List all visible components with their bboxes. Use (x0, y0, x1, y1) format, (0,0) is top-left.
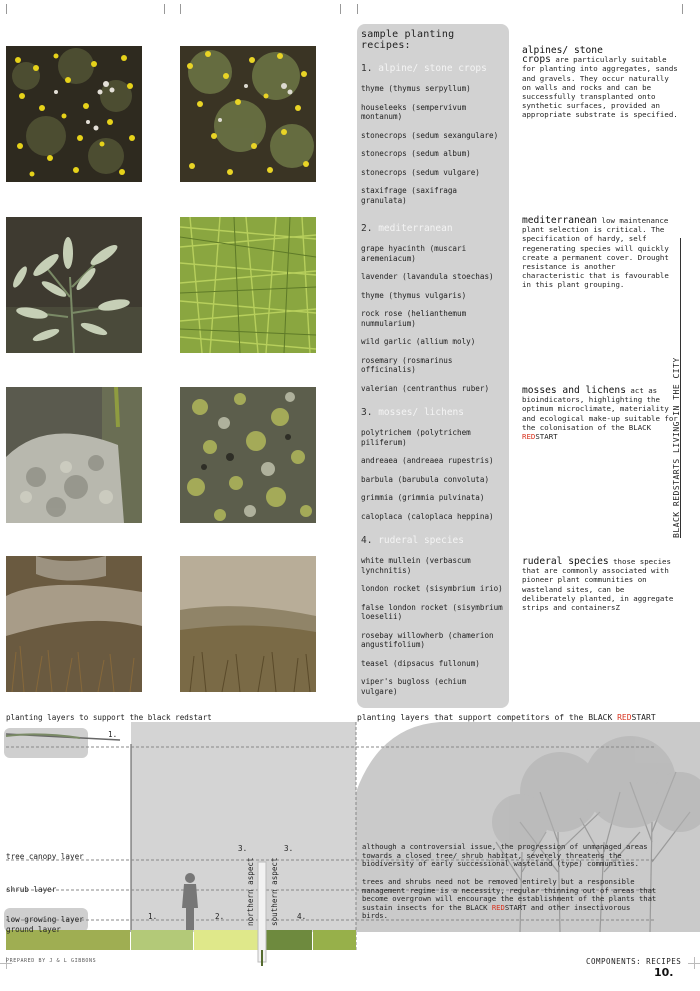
marker-2: 2. (215, 912, 225, 921)
aspect-northern: northern aspect (246, 857, 255, 926)
diagram-right-title (357, 713, 656, 722)
photo-mediterranean-2 (180, 217, 316, 353)
description-heading: alpines/ stone (522, 45, 603, 56)
diagram-right-title-b: START (631, 713, 656, 722)
plant-item: lavender (lavandula stoechas) (361, 272, 494, 281)
plant-item: houseleeks (sempervivum montanum) (361, 102, 467, 121)
description-mosses (522, 386, 682, 441)
plant-item: london rocket (sisymbrium irio) (361, 584, 503, 593)
plant-item: thyme (thymus serpyllum) (361, 84, 471, 93)
plant-item: wild garlic (allium moly) (361, 337, 476, 346)
plant-item: grape hyacinth (muscari aremeniacum) (361, 244, 467, 263)
plant-item: teasel (dipsacus fullonum) (361, 658, 480, 668)
plant-item: white mullein (verbascum lynchnitis) (361, 556, 471, 575)
plant-item: stonecrops (sedum album) (361, 149, 471, 158)
plant-item: barbula (barubula convoluta) (361, 474, 490, 484)
diagram-right-title-a: planting layers that support competitors of the BLACK (357, 713, 618, 722)
aspect-southern: southern aspect (270, 857, 279, 926)
marker-1-ground: 1. (148, 912, 158, 921)
description-heading: ruderal species (522, 556, 609, 567)
description-heading: mosses and lichens (522, 385, 626, 396)
photo-ruderal-1 (6, 556, 142, 692)
redstart-red: RED (491, 902, 505, 912)
photo-alpine-2 (180, 46, 316, 182)
recipe-category-ruderal (361, 535, 505, 696)
layer-tree-canopy: tree canopy layer (6, 852, 84, 861)
crop-tick (6, 4, 7, 14)
recipe-category-mediterranean (361, 223, 505, 393)
plant-item: polytrichem (polytrichem piliferum) (361, 428, 471, 447)
sidebar-title: BLACK REDSTARTS LIVING IN THE CITY (672, 357, 681, 538)
competitor-text-1: although a controversial issue, the progression of unmanaged areas towards a closed tree/ shrub habitat, severely threatens the biodiversity of early successional wasteland (type) communities. (362, 842, 648, 869)
category-number: 3. (361, 407, 373, 418)
redstart-red: RED (617, 713, 632, 722)
prepared-by: PREPARED BY J & L GIBBONS (6, 958, 97, 964)
recipes-panel (357, 24, 509, 708)
plant-item: valerian (centranthus ruber) (361, 383, 490, 393)
description-text: low maintenance plant selection is critical. The specification of hardy, self regenerating species will quickly create a permanent cover. Drought resistance is another characteristic that is favourable in this plant grouping. (522, 216, 669, 290)
crop-tick (164, 4, 165, 14)
description-text: are particularly suitable for planting into aggregates, sands and gravels. They occur naturally on walls and rocks and can be successfully transplanted onto synthetic surfaces, provided an appropriate substrate is specified. (522, 55, 678, 120)
description-alpine (522, 46, 682, 120)
description-mediterranean (522, 216, 682, 290)
category-number: 1. (361, 63, 373, 74)
category-name: alpine/ stone crops (378, 63, 487, 74)
plant-item: grimmia (grimmia pulvinata) (361, 493, 485, 502)
photo-mosses-1 (6, 387, 142, 523)
crop-tick (682, 4, 683, 14)
description-text-end: START (535, 432, 558, 442)
redstart-red: RED (522, 432, 536, 442)
description-text: act as bioindicators, highlighting the optimum microclimate, materiality and ecological make-up suitable for the colonisation of the BLACK (522, 386, 678, 432)
description-heading-cont: crops (522, 54, 551, 66)
marker-1-roof: 1. (108, 730, 118, 739)
description-ruderal (522, 557, 682, 612)
description-heading: mediterranean (522, 215, 598, 226)
competitor-text-2b: START and other insectivorous birds. (362, 902, 631, 921)
category-number: 2. (361, 223, 373, 234)
diagram-left-title: planting layers to support the black redstart (6, 713, 212, 722)
recipes-title: sample planting recipes: (361, 29, 455, 51)
plant-item: rosebay willowherb (chamerion angustifolium) (361, 630, 494, 649)
plant-item: rock rose (helianthemum nummularium) (361, 309, 467, 328)
plant-item: false london rocket (sisymbrium loeselii) (361, 602, 503, 621)
layer-ground: ground layer (6, 925, 61, 934)
plant-item: thyme (thymus vulgaris) (361, 290, 467, 300)
photo-ruderal-2 (180, 556, 316, 692)
competitor-text-2 (362, 878, 658, 921)
marker-4: 4. (297, 912, 307, 921)
photo-mosses-2 (180, 387, 316, 523)
page-number: 10. (654, 966, 674, 979)
category-number: 4. (361, 535, 373, 546)
plant-item: stonecrops (sedum vulgare) (361, 167, 480, 177)
plant-item: rosemary (rosmarinus officinalis) (361, 355, 453, 374)
description-text: those species that are commonly associated with pioneer plant communities on wasteland sites, can be deliberately planted, in aggregate strips and containersZ (522, 557, 674, 613)
section-label: COMPONENTS: RECIPES (586, 957, 682, 966)
marker-3-north: 3. (238, 844, 248, 853)
plant-item: staxifrage (saxifraga granulata) (361, 186, 458, 205)
category-name: ruderal species (378, 535, 464, 546)
plant-item: viper's bugloss (echium vulgare) (361, 677, 467, 696)
crop-tick (180, 4, 181, 14)
plant-item: andreaea (andreaea rupestris) (361, 456, 494, 465)
layer-shrub: shrub layer (6, 885, 57, 894)
crop-tick (357, 4, 358, 14)
photo-alpine-1 (6, 46, 142, 182)
plant-item: caloplaca (caloplaca heppina) (361, 511, 494, 521)
plant-item: stonecrops (sedum sexangulare) (361, 130, 499, 140)
layer-low-growing: low growing layer (6, 915, 84, 924)
recipe-category-alpine (361, 63, 505, 205)
category-name: mosses/ lichens (378, 407, 464, 418)
photo-mediterranean-1 (6, 217, 142, 353)
category-name: mediterranean (378, 223, 453, 234)
competitor-text-2a: trees and shrubs need not be removed entirely but a responsible management regime is a necessity, regular thinning out of areas that become overgrown will encourage the establishment of the plants that sustain insects for the BLACK (362, 877, 657, 912)
marker-3-south: 3. (284, 844, 294, 853)
recipe-category-mosses (361, 407, 505, 521)
crop-tick (340, 4, 341, 14)
